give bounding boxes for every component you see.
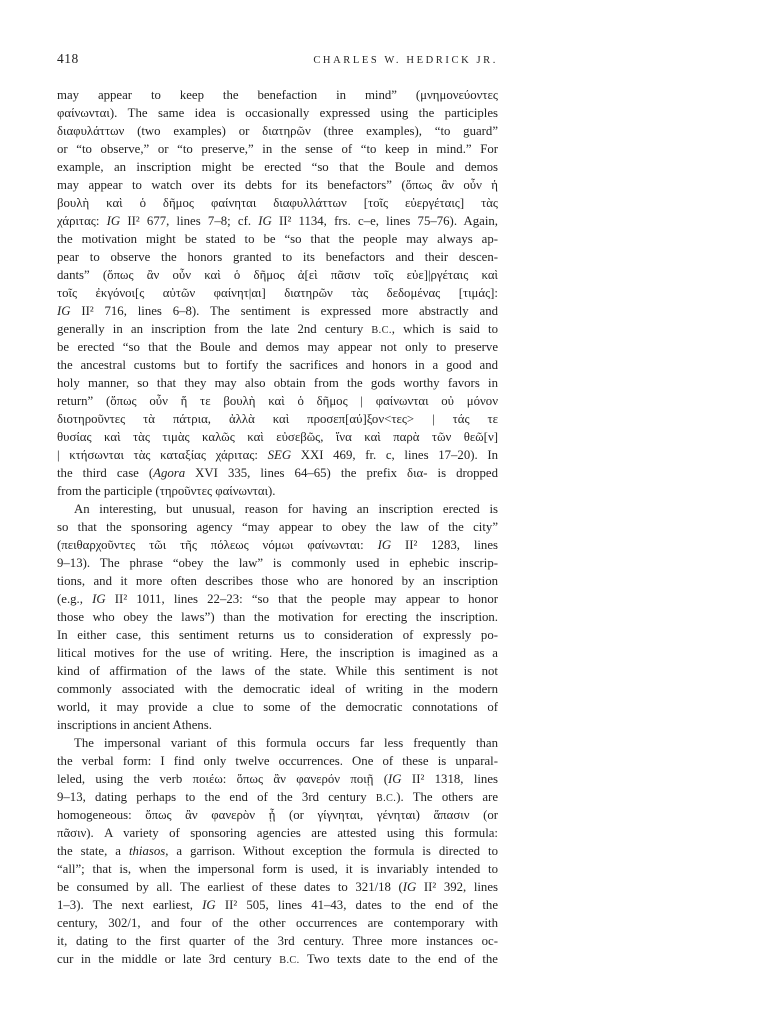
text-line: | κτήσωνται τὰς καταξίας χάριτας: SEG XXI 469, fr. c, lines 17–20). In [57, 448, 498, 462]
text-line: world, it may provide a clue to some of the democratic connotations of [57, 700, 498, 714]
text-line: century, 302/1, and four of the other occurrences are contemporary with [57, 916, 498, 930]
text-line: IG II² 716, lines 6–8). The sentiment is expressed more abstractly and [57, 304, 498, 318]
text-line: θυσίας καὶ τὰς τιμὰς καλῶς καὶ εὐσεβῶς, ἵνα καὶ παρὰ τῶν θεῶ[ν] [57, 430, 498, 444]
text-line: or “to observe,” or “to preserve,” in the sense of “to keep in mind.” For [57, 142, 498, 156]
text-line: may appear to keep the benefaction in mind” (μνημονεύοντες [57, 88, 498, 102]
text-line: be consumed by all. The earliest of these dates to 321/18 (IG II² 392, lines [57, 880, 498, 894]
text-line: litical motives for the use of writing. Here, the inscription is imagined as a [57, 646, 498, 660]
text-line: commonly associated with the democratic ideal of writing in the modern [57, 682, 498, 696]
text-line: 1–3). The next earliest, IG II² 505, lines 41–43, dates to the end of the [57, 898, 499, 912]
text-line: holy manner, so that they may also obtain from the gods worthy favors in [57, 376, 498, 390]
text-line: An interesting, but unusual, reason for having an inscription erected is [74, 502, 498, 516]
text-line: tions, and it more often describes those who are honored by an inscription [57, 574, 498, 588]
text-block [57, 86, 498, 968]
page-header [57, 51, 498, 67]
text-line: so that the sponsoring agency “may appear to obey the law of the city” [57, 520, 498, 534]
text-line: χάριτας: IG II² 677, lines 7–8; cf. IG II² 1134, frs. c–e, lines 75–76). Again, [57, 214, 498, 228]
text-line: πᾶσιν). A variety of sponsoring agencies are attested using this formula: [57, 826, 498, 840]
text-line: may appear to watch over its debts for its benefactors” (ὅπως ἂν οὖν ἡ [57, 178, 498, 192]
text-line: kind of affirmation of the laws of the state. While this sentiment is not [57, 664, 498, 678]
text-line: the ancestral customs but to fortify the sacrifices and honors in a good and [57, 358, 498, 372]
text-line: those who obey the laws”) than the motivation for erecting the inscription. [57, 610, 498, 624]
text-line: be erected “so that the Boule and demos may appear not only to preserve [57, 340, 498, 354]
text-line: (e.g., IG II² 1011, lines 22–23: “so that the people may appear to honor [57, 592, 498, 606]
text-line: dants” (ὅπως ἂν οὖν καὶ ὁ δῆμος ἀ[εὶ πᾶσιν τοῖς εὐε]|ργέταις καὶ [57, 268, 498, 282]
text-line: 9–13, dating perhaps to the end of the 3rd century B.C.). The others are [57, 790, 498, 804]
text-line: it, dating to the first quarter of the 3rd century. Three more instances oc- [57, 934, 498, 948]
text-line: the motivation might be stated to be “so that the people may always ap- [57, 232, 498, 246]
text-line: In either case, this sentiment returns us to consideration of expressly po- [57, 628, 498, 642]
running-head: CHARLES W. HEDRICK JR. [313, 55, 498, 66]
text-line: the verbal form: I find only twelve occurrences. One of these is unparal- [57, 754, 498, 768]
text-line: “all”; that is, when the impersonal form is used, it is invariably intended to [57, 862, 498, 876]
text-line: The impersonal variant of this formula occurs far less frequently than [74, 736, 498, 750]
text-line: return” (ὅπως οὖν ἥ τε βουλὴ καὶ ὁ δῆμος | φαίνωνται οὐ μόνον [57, 394, 498, 408]
text-line: διαφυλάττων (two examples) or διατηρῶν (three examples), “to guard” [57, 124, 498, 138]
page-number: 418 [57, 51, 79, 66]
text-line: the state, a thiasos, a garrison. Without exception the formula is directed to [57, 844, 498, 858]
text-line: leled, using the verb ποιέω: ὅπως ἂν φανερόν ποιῇ (IG II² 1318, lines [57, 772, 498, 786]
text-line: example, an inscription might be erected “so that the Boule and demos [57, 160, 498, 174]
text-line: homogeneous: ὅπως ἂν φανερὸν ᾖ (or γίγνηται, γένηται) ἅπασιν (or [57, 808, 498, 822]
text-line: the third case (Agora XVI 335, lines 64–65) the prefix δια- is dropped [57, 466, 499, 480]
text-line: φαίνωνται). The same idea is occasionally expressed using the participles [57, 106, 498, 120]
text-line: βουλὴ καὶ ὁ δῆμος φαίνηται διαφυλλάττων [τοῖς εὐεργέταις] τὰς [57, 196, 498, 210]
text-line: (πειθαρχοῦντες τῶι τῆς πόλεως νόμωι φαίνωνται: IG II² 1283, lines [57, 538, 498, 552]
text-line: inscriptions in ancient Athens. [57, 718, 212, 732]
text-line: cur in the middle or late 3rd century B.C. Two texts date to the end of the [57, 952, 498, 966]
text-line: generally in an inscription from the late 2nd century B.C., which is said to [57, 322, 499, 336]
text-line: from the participle (τηροῦντες φαίνωνται). [57, 484, 276, 498]
text-line: pear to observe the honors granted to its benefactors and their descen- [57, 250, 498, 264]
text-line: 9–13). The phrase “obey the law” is commonly used in ephebic inscrip- [57, 556, 498, 570]
text-line: διοτηροῦντες τὰ πάτρια, ἀλλὰ καὶ προσεπ[αύ]ξον<τες> | τάς τε [57, 412, 498, 426]
text-line: τοῖς ἐκγόνοι[ς αὐτῶν φαίνητ|αι] διατηρῶν τὰς δεδομένας [τιμάς]: [57, 286, 498, 300]
